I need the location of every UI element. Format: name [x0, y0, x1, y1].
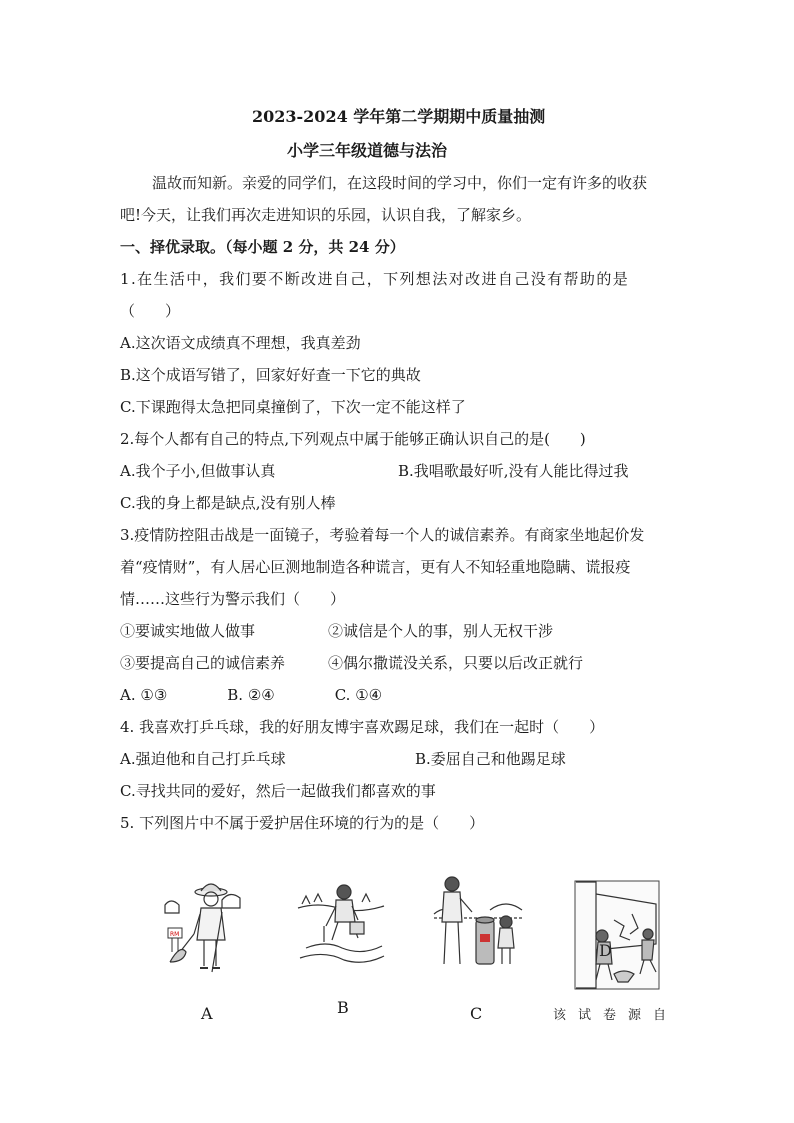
figure-d-letter: D: [599, 941, 612, 960]
exam-title: 2023-2024 学年第二学期期中质量抽测: [252, 107, 546, 126]
q3-statement-1: ①要诚实地做人做事: [120, 622, 256, 640]
q4-option-a: A.强迫他和自己打乒乓球: [120, 750, 286, 768]
q4-stem: 4. 我喜欢打乒乓球，我的好朋友博宇喜欢踢足球，我们在一起时（ ）: [120, 718, 605, 736]
section-heading: 一、择优录取。（每小题 2 分，共 24 分）: [120, 238, 405, 256]
q4-option-b: B.委屈自己和他踢足球: [415, 750, 566, 768]
intro-line-1: 温故而知新。亲爱的同学们，在这段时间的学习中，你们一定有许多的收获: [152, 174, 648, 192]
figure-b-washing-illustration: [296, 878, 386, 968]
intro-line-2: 吧!今天，让我们再次走进知识的乐园，认识自我，了解家乡。: [120, 206, 532, 224]
q2-option-b: B.我唱歌最好听,没有人能比得过我: [398, 462, 629, 480]
exam-subtitle: 小学三年级道德与法治: [287, 141, 448, 160]
q3-stem-line-2: 着“疫情财”，有人居心叵测地制造各种谎言，更有人不知轻重地隐瞒、谎报疫: [120, 558, 631, 576]
q3-stem-line-1: 3.疫情防控阻击战是一面镜子，考验着每一个人的诚信素养。有商家坐地起价发: [120, 526, 645, 544]
q2-option-c: C.我的身上都是缺点,没有别人棒: [120, 494, 336, 512]
q1-option-c: C.下课跑得太急把同桌撞倒了，下次一定不能这样了: [120, 398, 466, 416]
q5-stem: 5. 下列图片中不属于爱护居住环境的行为的是（ ）: [120, 814, 485, 832]
figure-a-sweeping-illustration: [160, 870, 250, 975]
q1-stem-line-2: （ ）: [120, 302, 181, 320]
q2-option-a: A.我个子小,但做事认真: [120, 462, 276, 480]
q3-statement-2: ②诚信是个人的事，别人无权干涉: [328, 622, 554, 640]
q3-statement-4: ④偶尔撒谎没关系，只要以后改正就行: [328, 654, 584, 672]
figure-d-vandalism-illustration: [574, 880, 660, 990]
figure-c-label: C: [470, 1004, 483, 1023]
figure-a-sign-text: RM: [170, 931, 180, 938]
figure-a-label: A: [201, 1004, 213, 1023]
q1-stem-line-1: 1.在生活中，我们要不断改进自己，下列想法对改进自己没有帮助的是: [120, 270, 630, 288]
q1-option-b: B.这个成语写错了，回家好好查一下它的典故: [120, 366, 421, 384]
figure-b-label: B: [337, 998, 349, 1017]
q3-statement-3: ③要提高自己的诚信素养: [120, 654, 286, 672]
q4-option-c: C.寻找共同的爱好，然后一起做我们都喜欢的事: [120, 782, 436, 800]
q1-option-a: A.这次语文成绩真不理想，我真差劲: [120, 334, 361, 352]
q3-stem-line-3: 情……这些行为警示我们（ ）: [120, 590, 346, 608]
q2-stem: 2.每个人都有自己的特点,下列观点中属于能够正确认识自己的是( ): [120, 430, 586, 448]
q3-options: A. ①③ B. ②④ C. ①④: [120, 686, 383, 704]
source-text: 该试卷源自: [553, 1008, 679, 1023]
figure-c-trash-illustration: [430, 874, 526, 974]
